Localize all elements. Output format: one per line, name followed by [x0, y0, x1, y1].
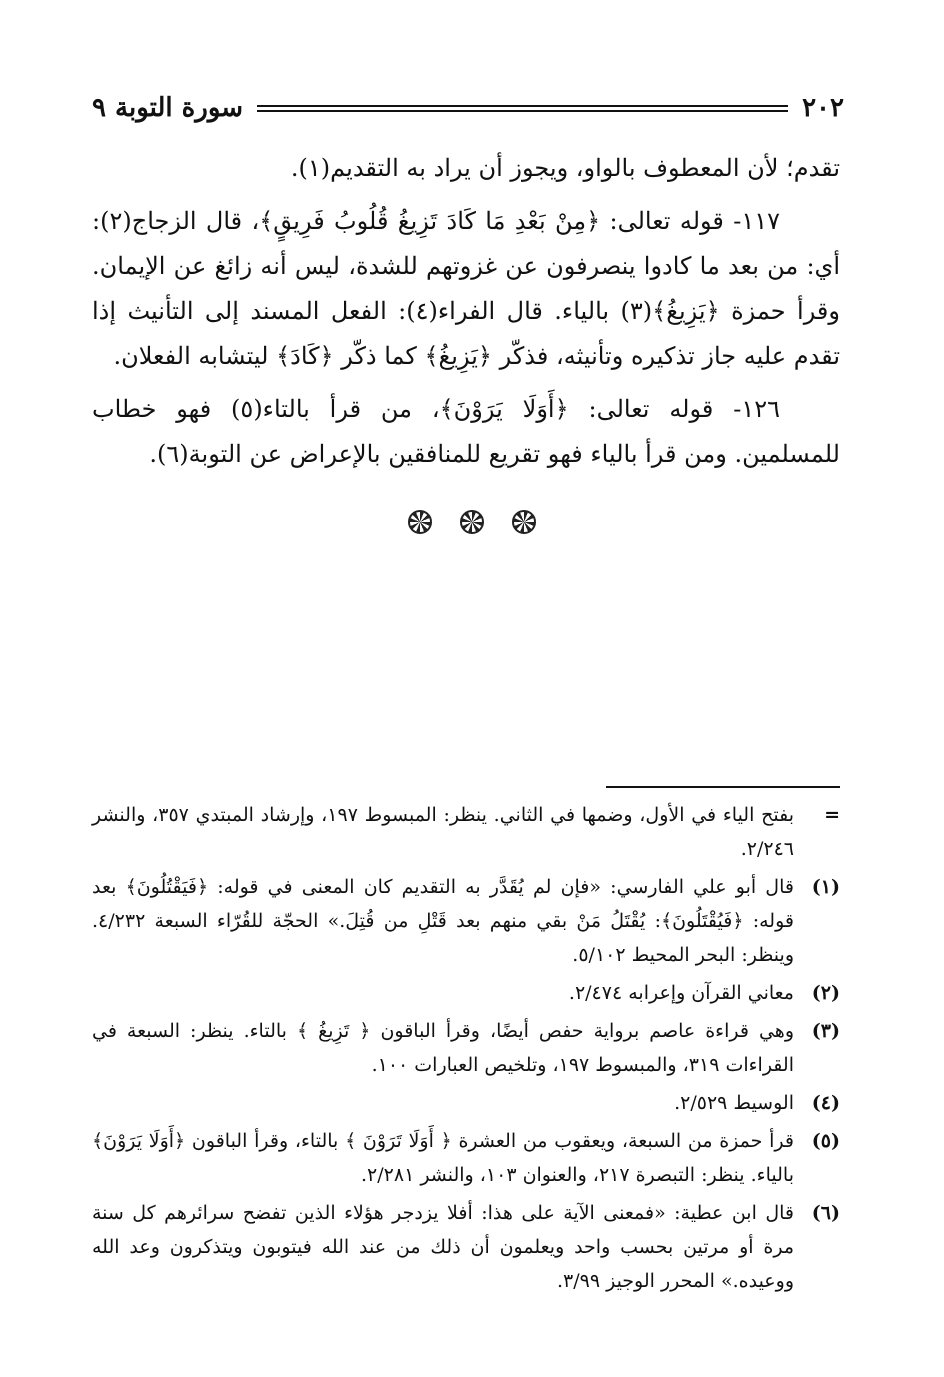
page-header — [92, 88, 844, 128]
footnote-marker: (١) — [811, 876, 840, 898]
footnote — [92, 1196, 840, 1298]
footnote-marker: (٥) — [811, 1130, 840, 1152]
footnote-text: وهي قراءة عاصم برواية حفص أيضًا، وقرأ الباقون ﴿ تَزِيغُ ﴾ بالتاء. ينظر: السبعة في القراءات ٣١٩، والمبسوط ١٩٧، وتلخيص العبارات ١٠٠. — [92, 1020, 794, 1076]
footnote-text: بفتح الياء في الأول، وضمها في الثاني. ينظر: المبسوط ١٩٧، وإرشاد المبتدي ٣٥٧، والنشر ٢/٢٤٦. — [92, 804, 794, 860]
footnote-text: معاني القرآن وإعرابه ٢/٤٧٤. — [568, 982, 794, 1004]
footnote-text: قال ابن عطية: «فمعنى الآية على هذا: أفلا يزدجر هؤلاء الذين تفضح سرائرهم كل سنة مرة أو مرتين بحسب واحد ويعلمون أن ذلك من عند الله فيتوبون ويتذكرون وعد الله ووعيده.» المحرر الوجيز ٣/٩٩. — [92, 1202, 794, 1292]
footnote-marker: (٢) — [811, 982, 840, 1004]
footnote-text: قرأ حمزة من السبعة، ويعقوب من العشرة ﴿ أَوَلَا تَرَوْنَ ﴾ بالتاء، وقرأ الباقون ﴿أَوَلَا يَرَوْنَ﴾ بالياء. ينظر: التبصرة ٢١٧، والعنوان ١٠٣، والنشر ٢/٢٨١. — [92, 1130, 794, 1186]
main-text — [92, 146, 840, 485]
footnote-marker: (٤) — [811, 1092, 840, 1114]
footnote-marker: = — [824, 804, 840, 826]
page-number: ٢٠٢ — [802, 93, 844, 123]
footnote-marker: (٣) — [811, 1020, 840, 1042]
footnote — [92, 1086, 840, 1120]
footnote-marker: (٦) — [811, 1202, 840, 1224]
ornament-icon — [460, 510, 484, 534]
paragraph: ١١٧- قوله تعالى: ﴿مِنْ بَعْدِ مَا كَادَ تَزِيغُ قُلُوبُ فَرِيقٍ﴾، قال الزجاج(٢): أي: من بعد ما كادوا ينصرفون عن غزوتهم للشدة، ليس أنه زائغ عن الإيمان. وقرأ حمزة ﴿يَزِيغُ﴾(٣) بالياء. قال الفراء(٤): الفعل المسند إلى التأنيث إذا تقدم عليه جاز تذكيره وتأنيثه، فذكّر ﴿يَزِيغُ﴾ كما ذكّر ﴿كَادَ﴾ ليتشابه الفعلان. — [92, 207, 840, 370]
footnotes — [92, 798, 840, 1302]
footnote — [92, 1124, 840, 1192]
footnote — [92, 798, 840, 866]
header-rule — [257, 105, 788, 112]
footnote-text: قال أبو علي الفارسي: «فإن لم يُقَدَّر به التقديم كان المعنى في قوله: ﴿فَيَقْتُلُونَ﴾ بعد قوله: ﴿فَيُقْتَلُونَ﴾: يُقْتَلُ مَنْ بقي منهم بعد قَتْلِ من قُتِلَ.» الحجّة للقُرّاء السبعة ٤/٢٣٢. وينظر: البحر المحيط ٥/١٠٢. — [92, 876, 794, 966]
footnote — [92, 1014, 840, 1082]
surah-title: سورة التوبة ٩ — [92, 93, 244, 123]
footnote-divider — [606, 786, 840, 788]
paragraph: تقدم؛ لأن المعطوف بالواو، ويجوز أن يراد به التقديم(١). — [290, 154, 840, 182]
footnote — [92, 976, 840, 1010]
footnote-text: الوسيط ٢/٥٢٩. — [674, 1092, 794, 1114]
section-ornaments — [0, 510, 944, 534]
paragraph: ١٢٦- قوله تعالى: ﴿أَوَلَا يَرَوْنَ﴾، من قرأ بالتاء(٥) فهو خطاب للمسلمين. ومن قرأ بالياء فهو تقريع للمنافقين بالإعراض عن التوبة(٦). — [92, 395, 840, 468]
footnote — [92, 870, 840, 972]
ornament-icon — [512, 510, 536, 534]
ornament-icon — [408, 510, 432, 534]
